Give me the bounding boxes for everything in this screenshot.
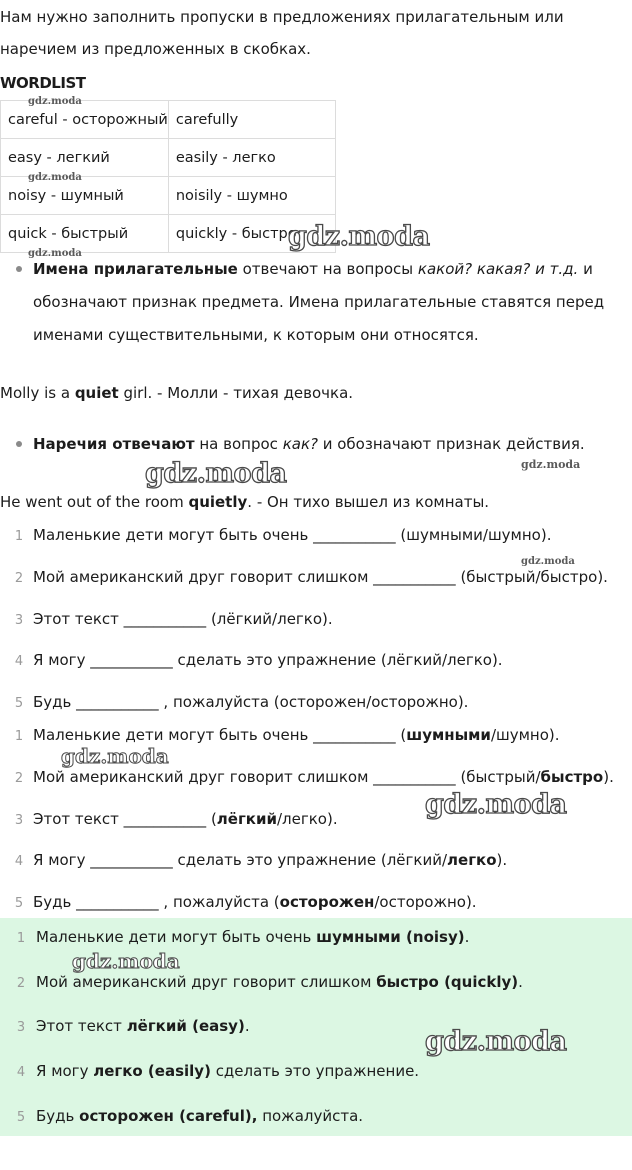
list-item: Мой американский друг говорит слишком ___________ (быстрый/быстро). (33, 768, 614, 786)
list-item-number: 1 (14, 729, 24, 744)
list-item-number: 5 (14, 896, 24, 911)
table-cell: easily - легко (168, 139, 335, 177)
list-item: Маленькие дети могут быть очень ___________ (шумными/шумно). (33, 526, 552, 544)
list-item-number: 3 (14, 813, 24, 828)
watermark: gdz.moda (145, 458, 287, 489)
rule-adjectives-line-1: Имена прилагательные отвечают на вопросы какой? какая? и т.д. и (33, 260, 593, 278)
rule-adjectives-line-2: обозначают признак предмета. Имена прилагательные ставятся перед (33, 293, 605, 311)
watermark: gdz.moda (72, 949, 180, 973)
list-item: Мой американский друг говорит слишком быстро (quickly). (36, 973, 523, 991)
list-item: Я могу легко (easily) сделать это упражнение. (36, 1062, 420, 1080)
table-row (1, 215, 336, 253)
list-item-number: 2 (14, 771, 24, 786)
list-item-number: 3 (16, 1020, 26, 1035)
watermark: gdz.moda (288, 221, 430, 252)
list-item: Маленькие дети могут быть очень шумными (noisy). (36, 928, 470, 946)
list-item: Этот текст ___________ (лёгкий/легко). (33, 610, 333, 628)
watermark: gdz.moda (425, 789, 567, 820)
example-adverb: He went out of the room quietly. - Он тихо вышел из комнаты. (0, 493, 490, 511)
watermark: gdz.moda (28, 248, 82, 259)
table-cell: carefully (168, 101, 335, 139)
bullet-icon (16, 266, 22, 272)
table-row (1, 139, 336, 177)
list-item-number: 2 (16, 976, 26, 991)
list-item-number: 3 (14, 613, 24, 628)
list-item-number: 4 (16, 1065, 26, 1080)
list-item-number: 4 (14, 854, 24, 869)
table-cell: noisy - шумный (1, 177, 169, 215)
rule-adjectives-line-3: именами существительными, к которым они относятся. (33, 326, 479, 344)
list-item: Будь осторожен (careful), пожалуйста. (36, 1107, 364, 1125)
watermark: gdz.moda (28, 96, 82, 107)
watermark: gdz.moda (28, 172, 82, 183)
list-item-number: 1 (14, 529, 24, 544)
list-item: Будь ___________ , пожалуйста (осторожен/осторожно). (33, 893, 477, 911)
list-item: Этот текст ___________ (лёгкий/легко). (33, 810, 338, 828)
list-item: Я могу ___________ сделать это упражнение (лёгкий/легко). (33, 651, 503, 669)
list-item-number: 4 (14, 654, 24, 669)
table-cell: easy - легкий (1, 139, 169, 177)
bullet-icon (16, 441, 22, 447)
list-item-number: 2 (14, 571, 24, 586)
table-cell: noisily - шумно (168, 177, 335, 215)
list-item: Маленькие дети могут быть очень ___________ (шумными/шумно). (33, 726, 560, 744)
watermark: gdz.moda (521, 556, 575, 567)
table-cell: quick - быстрый (1, 215, 169, 253)
intro-line-2: наречием из предложенных в скобках. (0, 40, 311, 58)
list-item: Будь ___________ , пожалуйста (осторожен/осторожно). (33, 693, 469, 711)
example-adjective: Molly is a quiet girl. - Молли - тихая девочка. (0, 384, 354, 402)
watermark: gdz.moda (61, 744, 169, 768)
rule-adverbs: Наречия отвечают на вопрос как? и обозначают признак действия. (33, 435, 585, 453)
list-item-number: 1 (16, 931, 26, 946)
watermark: gdz.moda (521, 458, 581, 471)
table-cell: quickly - быстро (168, 215, 335, 253)
list-item: Я могу ___________ сделать это упражнение (лёгкий/легко). (33, 851, 508, 869)
list-item: Мой американский друг говорит слишком ___________ (быстрый/быстро). (33, 568, 608, 586)
intro-line-1: Нам нужно заполнить пропуски в предложениях прилагательным или (0, 8, 564, 26)
watermark: gdz.moda (425, 1026, 567, 1057)
list-item-number: 5 (16, 1110, 26, 1125)
list-item-number: 5 (14, 696, 24, 711)
list-item: Этот текст лёгкий (easy). (36, 1017, 250, 1035)
table-cell: careful - осторожный (1, 101, 169, 139)
wordlist-heading: WORDLIST (0, 74, 86, 92)
